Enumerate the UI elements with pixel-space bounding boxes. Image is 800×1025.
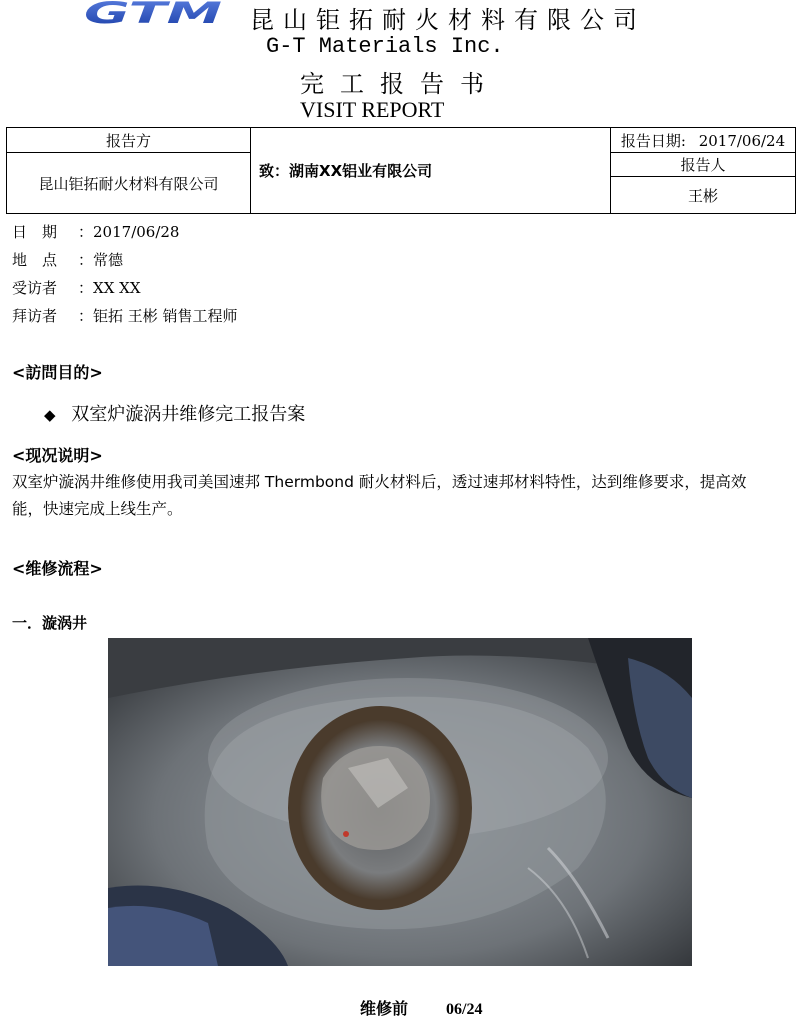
document-title-cn: 完工报告书 (300, 70, 500, 98)
info-visitor-label: 拜访者 (12, 307, 58, 325)
info-visitee: 受访者 ：XX XX (12, 279, 141, 297)
info-date: 日 期 ：2017/06/28 (12, 223, 180, 241)
info-date-label: 日 期 (12, 223, 58, 241)
info-location-label: 地 点 (12, 251, 58, 269)
process-heading: <维修流程> (12, 559, 103, 578)
info-visitor: 拜访者 ：钜拓 王彬 销售工程师 (12, 307, 238, 325)
document-title-en: VISIT REPORT (300, 97, 445, 122)
info-date-value: 2017/06/28 (93, 223, 180, 241)
info-visitee-label: 受访者 (12, 279, 58, 297)
gtm-logo (84, 0, 224, 26)
purpose-item-text: 双室炉漩涡井维修完工报告案 (71, 404, 306, 425)
photo-caption-text: 维修前 (360, 999, 409, 1018)
recipient-line: 致：湖南XX铝业有限公司 (251, 128, 611, 214)
svg-text:GTM: GTM (84, 0, 223, 26)
info-visitee-value: XX XX (93, 279, 141, 297)
step-1-heading: 一．漩涡井 (12, 614, 88, 632)
report-header-table (6, 127, 796, 214)
status-paragraph: 双室炉漩涡井维修使用我司美国速邦 Thermbond 耐火材料后，透过速邦材料特性，达到维修要求，提高效能，快速完成上线生产。 (12, 473, 747, 518)
reporter-party-value: 昆山钜拓耐火材料有限公司 (7, 153, 251, 214)
diamond-bullet-icon: ◆ (44, 406, 56, 424)
purpose-item (44, 400, 305, 426)
report-date-value: 2017/06/24 (698, 131, 786, 150)
reporter-party-label: 报告方 (7, 128, 251, 153)
info-visitor-value: 钜拓 王彬 销售工程师 (93, 307, 238, 325)
info-location-value: 常德 (93, 251, 124, 269)
report-date-cell (611, 128, 796, 153)
company-name-cn: 昆山钜拓耐火材料有限公司 (250, 6, 646, 34)
vortex-well-illustration (108, 638, 692, 966)
photo-caption (360, 996, 482, 1019)
reporter-label: 报告人 (611, 153, 796, 177)
vortex-well-photo (108, 638, 692, 966)
report-date-label: 报告日期: (620, 131, 686, 150)
company-name-en: G-T Materials Inc. (266, 34, 504, 59)
info-location: 地 点 ：常德 (12, 251, 124, 269)
page-number: 06/24 (446, 1001, 483, 1018)
purpose-heading: <訪問目的> (12, 363, 103, 382)
status-heading: <现况说明> (12, 446, 103, 465)
reporter-value: 王彬 (611, 177, 796, 214)
